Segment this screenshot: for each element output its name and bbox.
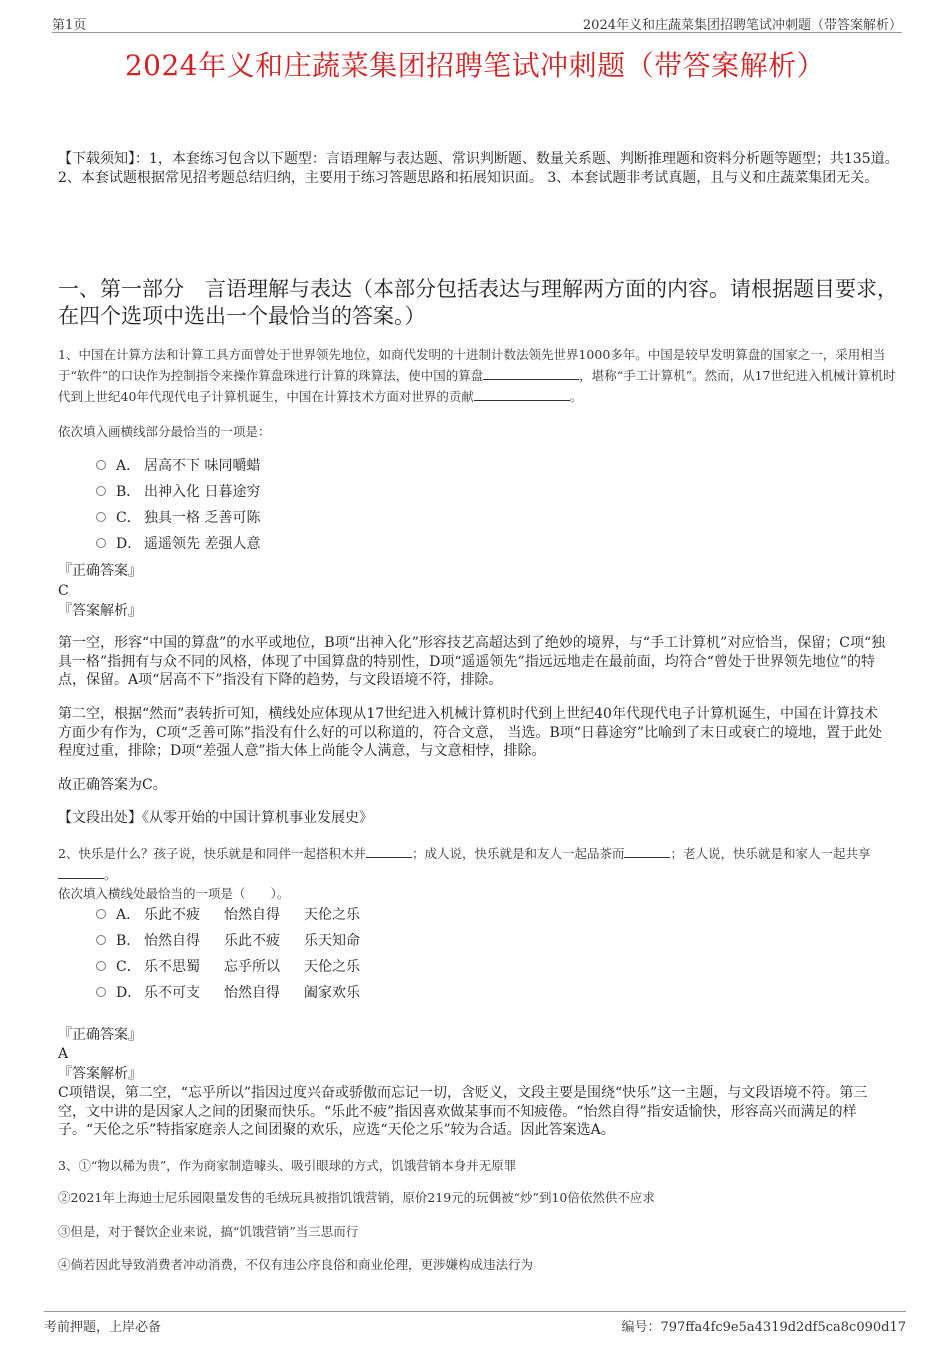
blank-line xyxy=(624,843,670,858)
option-word: 乐此不疲 xyxy=(224,933,280,949)
radio-icon[interactable] xyxy=(96,961,106,971)
footer-slogan: 考前押题，上岸必备 xyxy=(44,1320,162,1335)
option-letter: D． xyxy=(116,985,142,1001)
q2-text-c: ；老人说，快乐就是和家人一起共享 xyxy=(670,846,871,861)
blank-line xyxy=(483,365,579,380)
analysis-conclusion: 故正确答案为C。 xyxy=(58,777,167,793)
section-desc: 言语理解与表达（本部分包括表达与理解两方面的内容。请根据题目要求，在四个选项中选出一个最恰当的答案。） xyxy=(58,277,898,328)
option-word: 乐天知命 xyxy=(304,933,360,949)
analysis-label: 『答案解析』 xyxy=(58,603,142,619)
analysis-paragraph-2: 第二空，根据“然而”表转折可知，横线处应体现从17世纪进入机械计算机时代到上世纪40年代现代电子计算机诞生，中国在计算技术方面少有作为，C项“乏善可陈”指没有什么好的可以称道的，符合文意， 当选。B项“日暮途穷”比喻到了末日或衰亡的境地，置于此处程度过重，排除；D项“差强人意”指大体上尚能令人满意，与文意相悖，排除。 xyxy=(58,706,883,759)
option-a[interactable] xyxy=(96,902,360,928)
q2-text-a: 2、快乐是什么？孩子说，快乐就是和同伴一起搭积木并 xyxy=(58,846,366,861)
answer-value: C xyxy=(58,583,69,599)
option-text: 出神入化 日暮途穷 xyxy=(144,484,261,500)
option-letter: C． xyxy=(116,510,141,526)
option-text: 独具一格 乏善可陈 xyxy=(144,510,261,526)
option-word: 天伦之乐 xyxy=(304,959,360,975)
option-d[interactable] xyxy=(96,531,260,557)
analysis-paragraph: C项错误，第二空，“忘乎所以”指因过度兴奋或骄傲而忘记一切，含贬义，文段主要是围绕“快乐”这一主题，与文段语境不符。第三空，文中讲的是因家人之间的团聚而快乐。“乐此不疲”指因喜欢做某事而不知疲倦。“怡然自得”指安适愉快，形容高兴而满足的样子。“天伦之乐”特指家庭亲人之间团聚的欢乐，应选“天伦之乐”较为合适。因此答案选A。 xyxy=(58,1085,868,1138)
option-letter: D． xyxy=(116,536,142,552)
option-word: 乐不可支 xyxy=(144,985,200,1001)
q2-text-d: 。 xyxy=(104,867,117,882)
download-notice: 【下载须知】：1，本套练习包含以下题型：言语理解与表达题、常识判断题、数量关系题、判断推理题和资料分析题等题型；共135道。 2、本套试题根据常见招考题总结归纳，主要用于练习答题思路和拓展知识面。 3、本套试题非考试真题，且与义和庄蔬菜集团无关。 xyxy=(58,151,899,186)
q1-text-a: 1、中国在计算方法和计算工具方面曾处于世界领先地位，如商代发明的十进制计数法领先世界1000多年。中国是较早发明算盘的国家之一，采用相当于“软件”的口诀作为控制指令来操作算盘珠进行计算的珠算法，使中国的算盘 xyxy=(58,347,886,383)
question-1-text xyxy=(58,344,900,407)
blank-line xyxy=(474,386,570,401)
option-word: 乐此不疲 xyxy=(144,907,200,923)
option-letter: B． xyxy=(116,933,141,949)
question-1-prompt: 依次填入画横线部分最恰当的一项是： xyxy=(58,424,271,439)
q2-text-b: ；成人说，快乐就是和友人一起品茶而 xyxy=(411,846,625,861)
page-number: 第1页 xyxy=(52,18,87,33)
footer-serial: 编号：797ffa4fc9e5a4319d2df5ca8c090d17 xyxy=(621,1320,906,1335)
page-header xyxy=(52,14,902,33)
option-c[interactable] xyxy=(96,954,360,980)
option-word: 忘乎所以 xyxy=(224,959,280,975)
section-heading xyxy=(58,276,900,330)
question-3-line-2: ②2021年上海迪士尼乐园限量发售的毛绒玩具被指饥饿营销，原价219元的玩偶被“炒”到10倍依然供不应求 xyxy=(58,1190,655,1205)
option-letter: B． xyxy=(116,484,141,500)
q1-text-c: 。 xyxy=(569,389,583,404)
answer-label: 『正确答案』 xyxy=(58,563,142,579)
question-1-options xyxy=(96,453,260,557)
option-letter: A． xyxy=(116,907,141,923)
option-a[interactable] xyxy=(96,453,260,479)
q1-text-b: ，堪称“手工计算机”。然而，从17世纪进入机械计算机时代到上世纪40年代现代电子计算机诞生，中国在计算技术方面对世界的贡献 xyxy=(58,368,896,404)
answer-value: A xyxy=(58,1046,69,1062)
option-word: 怡然自得 xyxy=(224,907,280,923)
page-title: 2024年义和庄蔬菜集团招聘笔试冲刺题（带答案解析） xyxy=(124,49,826,82)
question-3-line-1: 3、①“物以稀为贵”，作为商家制造噱头、吸引眼球的方式，饥饿营销本身并无原罪 xyxy=(58,1158,517,1173)
option-word: 阖家欢乐 xyxy=(304,985,360,1001)
section-title: 一、第一部分 xyxy=(58,277,184,301)
passage-source: 【文段出处】《从零开始的中国计算机事业发展史》 xyxy=(58,810,373,826)
answer-label: 『正确答案』 xyxy=(58,1027,142,1043)
question-2-text xyxy=(58,843,900,885)
question-3-line-4: ④倘若因此导致消费者冲动消费，不仅有违公序良俗和商业伦理，更涉嫌构成违法行为 xyxy=(58,1257,534,1272)
blank-line xyxy=(366,843,412,858)
option-text: 遥遥领先 差强人意 xyxy=(144,536,261,552)
option-b[interactable] xyxy=(96,479,260,505)
analysis-paragraph-1: 第一空，形容“中国的算盘”的水平或地位，B项“出神入化”形容技艺高超达到了绝妙的境界，与“手工计算机”对应恰当，保留；C项“独具一格”指拥有与众不同的风格，体现了中国算盘的特别性，D项“遥遥领先”指远远地走在最前面，均符合“曾处于世界领先地位”的特点，保留。A项“居高不下”指没有下降的趋势，与文段语境不符，排除。 xyxy=(58,635,886,688)
analysis-label: 『答案解析』 xyxy=(58,1066,142,1082)
option-d[interactable] xyxy=(96,980,360,1006)
option-word: 怡然自得 xyxy=(144,933,200,949)
header-doc-title: 2024年义和庄蔬菜集团招聘笔试冲刺题（带答案解析） xyxy=(582,18,902,33)
radio-icon[interactable] xyxy=(96,512,106,522)
radio-icon[interactable] xyxy=(96,460,106,470)
question-2-options xyxy=(96,902,360,1006)
radio-icon[interactable] xyxy=(96,987,106,997)
option-letter: A． xyxy=(116,458,141,474)
option-word: 怡然自得 xyxy=(224,985,280,1001)
question-2-prompt: 依次填入横线处最恰当的一项是（ ）。 xyxy=(58,886,290,901)
option-b[interactable] xyxy=(96,928,360,954)
radio-icon[interactable] xyxy=(96,909,106,919)
option-text: 居高不下 味同嚼蜡 xyxy=(144,458,261,474)
option-c[interactable] xyxy=(96,505,260,531)
radio-icon[interactable] xyxy=(96,486,106,496)
blank-line xyxy=(58,864,104,879)
question-3-line-3: ③但是，对于餐饮企业来说，搞“饥饿营销”当三思而行 xyxy=(58,1224,359,1239)
radio-icon[interactable] xyxy=(96,538,106,548)
option-word: 天伦之乐 xyxy=(304,907,360,923)
option-word: 乐不思蜀 xyxy=(144,959,200,975)
option-letter: C． xyxy=(116,959,141,975)
radio-icon[interactable] xyxy=(96,935,106,945)
page-footer xyxy=(44,1311,906,1335)
